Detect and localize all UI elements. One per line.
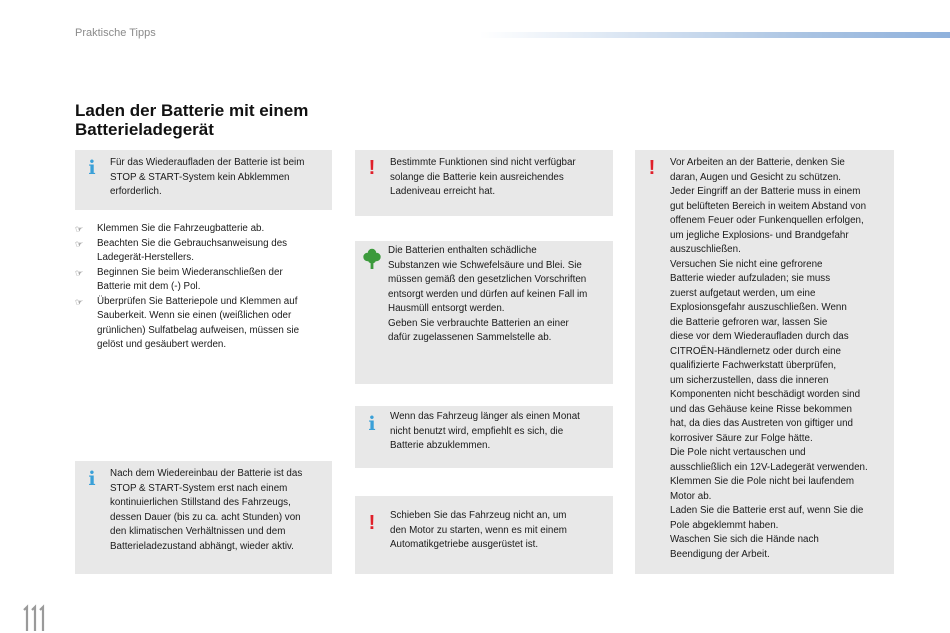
warning-box-safety	[635, 150, 894, 574]
info-box-text	[110, 467, 324, 554]
text-line: solange die Batterie kein ausreichendes	[390, 171, 564, 183]
warning-box-text	[390, 156, 605, 200]
step-text-line: grünlichen) Sulfatbelag aufweisen, müssen sie	[97, 324, 300, 336]
text-line: Nach dem Wiedereinbau der Batterie ist das	[110, 468, 303, 479]
text-line: Waschen Sie sich die Hände nach	[670, 534, 819, 545]
text-line: Batterieladezustand abhängt, wieder aktiv.	[110, 540, 294, 552]
pointing-hand-icon: ☞	[75, 267, 84, 278]
text-line: Motor ab.	[670, 490, 712, 502]
step-text-line: Klemmen Sie die Fahrzeugbatterie ab.	[97, 223, 265, 234]
text-line: nicht benutzt wird, empfiehlt es sich, die	[390, 425, 564, 437]
step-item	[75, 266, 325, 295]
warning-icon: !	[368, 512, 376, 534]
step-text-line: Beachten Sie die Gebrauchsanweisung des	[97, 237, 288, 249]
tree-icon	[363, 248, 381, 270]
warning-box-text	[390, 509, 605, 553]
pointing-hand-icon: ☞	[75, 224, 84, 234]
text-line: Batterie wieder aufzuladen; sie muss	[670, 273, 831, 284]
text-line: qualifizierte Fachwerkstatt überprüfen,	[670, 360, 837, 371]
text-line: Explosionsgefahr auszuschließen. Wenn	[670, 302, 847, 313]
info-box-text	[110, 156, 324, 200]
text-line: STOP & START-System erst nach einem	[110, 482, 288, 494]
section-label: Praktische Tipps	[75, 27, 156, 39]
step-text-line: Beginnen Sie beim Wiederanschließen der	[97, 266, 283, 278]
text-line: Die Pole nicht vertauschen und	[670, 447, 806, 458]
info-icon: i	[88, 157, 96, 179]
text-line: Laden Sie die Batterie erst auf, wenn Sie die	[670, 505, 864, 516]
page-title: Laden der Batterie mit einem Batterieladegerät	[75, 101, 309, 139]
text-line: korrosiver Säure zur Folge hätte.	[670, 432, 813, 444]
text-line: Beendigung der Arbeit.	[670, 548, 770, 560]
info-box-no-disconnect	[75, 150, 332, 210]
warning-box-push-start	[355, 496, 613, 574]
info-icon: i	[368, 413, 376, 435]
text-line: müssen gemäß den gesetzlichen Vorschriften	[388, 274, 587, 285]
pointing-hand-icon: ☞	[75, 238, 84, 249]
text-line: kontinuierlichen Stillstand des Fahrzeugs,	[110, 497, 291, 508]
info-box-restart	[75, 461, 332, 574]
warning-box-text	[670, 156, 886, 562]
text-line: hat, da dies das Austreten von giftiger und	[670, 418, 853, 429]
text-line: Batterie abzuklemmen.	[390, 440, 491, 451]
step-text-line: Sauberkeit. Wenn sie einen (weißlichen oder	[97, 310, 292, 321]
text-line: Komponenten nicht beschädigt worden sind	[670, 389, 861, 400]
header-gradient-bar	[480, 32, 950, 38]
text-line: um jegliche Explosions- und Brandgefahr	[670, 229, 849, 241]
text-line: entsorgt werden und dürfen auf keinen Fall im	[388, 288, 588, 300]
text-line: Wenn das Fahrzeug länger als einen Monat	[390, 411, 580, 422]
text-line: diese vor dem Wiederaufladen durch das	[670, 331, 849, 342]
warning-icon: !	[368, 157, 376, 179]
page-number-marks	[22, 604, 46, 632]
step-item	[75, 237, 325, 266]
text-line: dafür zugelassenen Sammelstelle ab.	[388, 332, 552, 343]
text-line: Versuchen Sie nicht eine gefrorene	[670, 258, 823, 270]
text-line: CITROËN-Händlernetz oder durch eine	[670, 345, 841, 357]
text-line: Jeder Eingriff an der Batterie muss in einem	[670, 186, 861, 197]
text-line: dessen Dauer (bis zu ca. acht Stunden) von	[110, 511, 301, 523]
text-line: Die Batterien enthalten schädliche	[388, 245, 537, 256]
text-line: Ladeniveau erreicht hat.	[390, 186, 496, 197]
text-line: Für das Wiederaufladen der Batterie ist beim	[110, 157, 305, 168]
info-box-long-parking	[355, 406, 613, 468]
text-line: Pole abgeklemmt haben.	[670, 519, 779, 531]
environment-box-disposal	[355, 241, 613, 384]
step-text-line: Batterie mit dem (-) Pol.	[97, 281, 201, 292]
step-text-line: gelöst und gesäubert werden.	[97, 339, 227, 350]
text-line: zuerst aufgetaut werden, um eine	[670, 287, 816, 299]
text-line: gut belüfteten Bereich in weitem Abstand von	[670, 200, 867, 212]
charging-steps-list	[75, 222, 325, 353]
text-line: Vor Arbeiten an der Batterie, denken Sie	[670, 157, 845, 168]
text-line: offenem Feuer oder Funkenquellen erfolgen,	[670, 215, 864, 226]
text-line: ausschließlich ein 12V-Ladegerät verwenden.	[670, 461, 868, 473]
text-line: um sicherzustellen, dass die inneren	[670, 374, 829, 386]
text-line: daran, Augen und Gesicht zu schützen.	[670, 171, 842, 183]
text-line: STOP & START-System kein Abklemmen	[110, 171, 290, 183]
warning-box-functions	[355, 150, 613, 216]
text-line: erforderlich.	[110, 186, 162, 197]
text-line: Substanzen wie Schwefelsäure und Blei. Sie	[388, 259, 582, 271]
text-line: die Batterie gefroren war, lassen Sie	[670, 316, 828, 328]
info-box-text	[390, 410, 605, 454]
warning-icon: !	[648, 157, 656, 179]
pointing-hand-icon: ☞	[75, 296, 84, 307]
text-line: Klemmen Sie die Pole nicht bei laufendem	[670, 476, 855, 487]
step-item	[75, 295, 325, 353]
text-line: Bestimmte Funktionen sind nicht verfügbar	[390, 157, 576, 168]
step-item	[75, 222, 325, 237]
text-line: Automatikgetriebe ausgerüstet ist.	[390, 539, 539, 550]
step-text-line: Ladegerät-Herstellers.	[97, 252, 194, 263]
text-line: den klimatischen Verhältnissen und dem	[110, 526, 286, 537]
environment-box-text	[388, 244, 605, 346]
step-text-line: Überprüfen Sie Batteriepole und Klemmen auf	[97, 295, 298, 307]
text-line: auszuschließen.	[670, 244, 741, 255]
text-line: Schieben Sie das Fahrzeug nicht an, um	[390, 510, 567, 521]
info-icon: i	[88, 468, 96, 490]
text-line: und das Gehäuse keine Risse bekommen	[670, 403, 852, 415]
text-line: Geben Sie verbrauchte Batterien an einer	[388, 317, 569, 329]
text-line: den Motor zu starten, wenn es mit einem	[390, 524, 567, 536]
text-line: Hausmüll entsorgt werden.	[388, 303, 505, 314]
